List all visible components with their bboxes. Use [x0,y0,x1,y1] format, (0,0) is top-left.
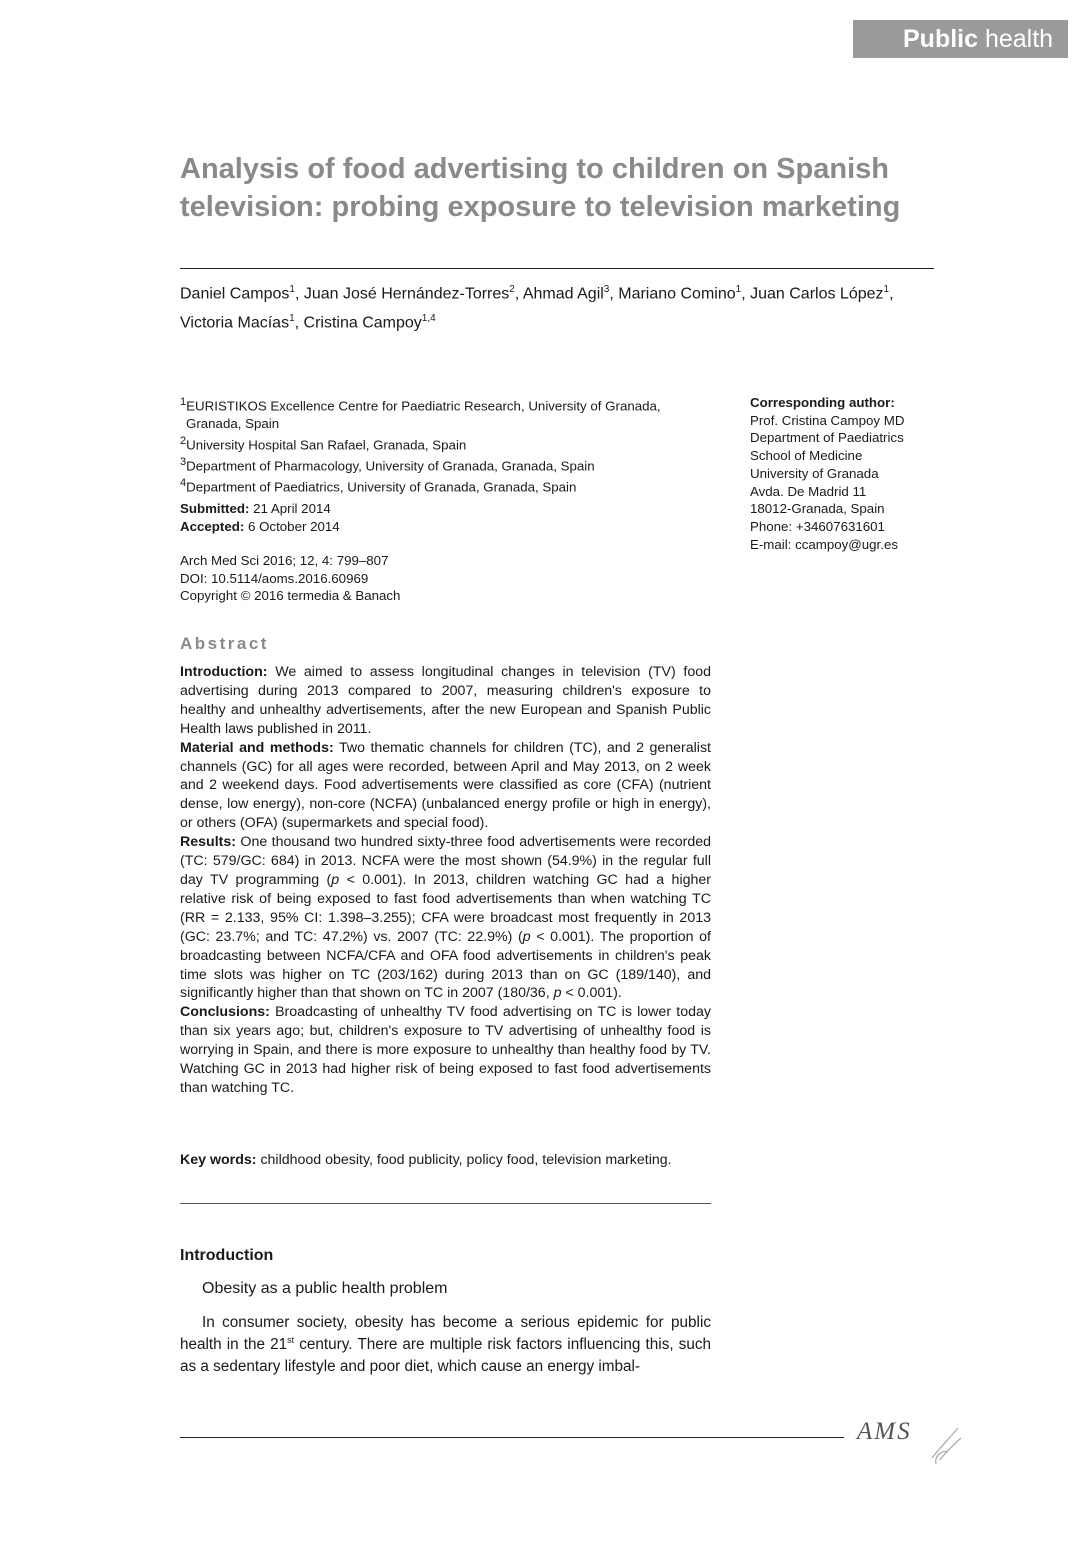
p-value-symbol: p [553,985,562,1002]
corresponding-line: Department of Paediatrics [750,430,904,446]
corresponding-line: Phone: +34607631601 [750,518,885,534]
corresponding-line: 18012-Granada, Spain [750,501,885,517]
body-text: In consumer society, obesity has become a serious epidemic for public health in the 21 [180,1314,711,1353]
author-affiliation-mark: 1,4 [421,313,436,325]
copyright: Copyright © 2016 termedia & Banach [180,588,401,604]
title-divider [180,268,934,269]
affiliation-item-continued: Granada, Spain [186,416,280,432]
abstract-text: < 0.001). The proportion of broadcasting between NCFA/CFA and OFA food advertisements in children's peak time slots was higher on TC (203/162) during 2013 than on GC (189/140), and significantly higher than that shown on TC in 2007 (180/36, [180,928,711,1002]
affiliation-item [180,454,700,475]
affiliations [180,394,700,496]
author-separator: , [294,285,304,303]
abstract-body [180,663,711,1098]
keywords [180,1151,680,1170]
affiliation-text: EURISTIKOS Excellence Centre for Paediatric Research, University of Granada, [186,398,661,414]
affiliation-item [180,475,700,496]
abstract-text: We aimed to assess longitudinal changes in television (TV) food advertising during 2013 compared to 2007, measuring children's exposure to healthy and unhealthy advertisements, after the new European and Spanish Public Health laws published in 2011. [180,664,711,737]
author-separator: , [889,285,894,303]
doi: DOI: 10.5114/aoms.2016.60969 [180,570,369,586]
abstract-introduction [180,663,711,739]
journal-logo: AMS [857,1418,912,1445]
author-separator: , [294,314,304,332]
author-name: Cristina Campoy [303,314,422,332]
abstract-text: Broadcasting of unhealthy TV food advertising on TC is lower today than six years ago; but, children's exposure to TV advertising of unhealthy food is worrying in Spain, and there is more exposure to unhealthy than healthy food by TV. Watching GC in 2013 had higher risk of being exposed to fast food advertisements than watching TC. [180,1004,711,1096]
affiliation-item [180,394,700,415]
affiliation-text: Department of Paediatrics, University of Granada, Granada, Spain [186,479,577,495]
abstract-text: One thousand two hundred sixty-three food advertisements were recorded (TC: 579/GC: 684) in 2013. NCFA were the most shown (54.9%) in the regular full day TV programming ( [180,834,711,888]
keywords-label: Key words: [180,1152,257,1168]
author-separator: , [514,285,523,303]
affiliation-number: 2 [180,434,187,447]
abstract-text: < 0.001). [561,985,622,1002]
author-list [180,277,950,336]
abstract-results [180,833,711,1003]
author-affiliation-mark: 2 [509,284,515,295]
abstract-label: Conclusions: [180,1004,270,1021]
abstract-text: < 0.001). In 2013, children watching GC had a higher relative risk of being exposed to fast food advertisements than when watching TC (RR = 2.133, 95% CI: 1.398–3.255); CFA were broadcast most frequently in 2013 (GC: 23.7%; and TC: 47.2%) vs. 2007 (TC: 22.9%) ( [180,871,711,945]
author-affiliation-mark: 1 [289,284,295,295]
author-affiliation-mark: 1 [883,284,890,295]
author-name: Mariano Comino [618,285,736,303]
abstract-methods [180,739,711,834]
journal-citation: Arch Med Sci 2016; 12, 4: 799–807 [180,553,389,568]
logo-swirl-icon [928,1420,964,1466]
affiliation-number: 1 [180,396,187,408]
author-name: Juan Carlos López [750,285,884,303]
author-name: Daniel Campos [180,285,290,303]
body-text: century. There are multiple risk factors influencing this, such as a sedentary lifestyle and poor diet, which cause an energy imbal- [180,1336,711,1375]
ordinal-superscript: st [287,1334,295,1345]
abstract-label: Results: [180,834,236,851]
abstract-heading: Abstract [180,634,269,653]
p-value-symbol: p [331,871,340,888]
subsection-heading: Obesity as a public health problem [202,1280,448,1297]
corresponding-email[interactable]: E-mail: ccampoy@ugr.es [750,536,898,552]
abstract-label: Material and methods: [180,739,334,756]
submitted-value: 21 April 2014 [253,501,331,516]
corresponding-line: University of Granada [750,465,879,481]
accepted-label: Accepted: [180,518,245,534]
abstract-label: Introduction: [180,664,268,680]
section-tag [853,20,1068,58]
submitted-date [180,500,340,518]
section-tag-strong: Public [903,25,979,53]
abstract-text: Two thematic channels for children (TC), and 2 generalist channels (GC) for all ages were recorded, between April and May 2013, on 2 week and 2 weekend days. Food advertisements were classified as core (CFA) (nutrient dense, low energy), non-core (NCFA) (unbalanced energy profile or high in energy), or others (OFA) (supermarkets and special food). [180,739,711,832]
abstract-divider [180,1203,711,1204]
corresponding-line: Avda. De Madrid 11 [750,483,867,499]
article-title: Analysis of food advertising to children on Spanish television: probing exposure to television marketing [180,153,901,223]
affiliation-item [180,433,700,454]
author-affiliation-mark: 1 [289,313,295,325]
abstract-conclusions [180,1003,711,1098]
author-name: Juan José Hernández-Torres [303,285,510,303]
affiliation-number: 4 [180,477,187,490]
citation-block [180,552,400,605]
accepted-value: 6 October 2014 [248,518,340,534]
affiliation-text: Department of Pharmacology, University of Granada, Granada, Spain [186,458,595,474]
author-affiliation-mark: 3 [603,284,610,295]
footer-divider [180,1437,844,1438]
author-separator: , [609,285,619,303]
submitted-label: Submitted: [180,501,250,516]
body-paragraph [180,1312,711,1378]
corresponding-author [750,394,904,553]
section-tag-rest: health [984,25,1054,53]
corresponding-line: School of Medicine [750,448,863,464]
affiliation-text: University Hospital San Rafael, Granada, Spain [186,437,467,453]
keywords-text: childhood obesity, food publicity, policy food, television marketing. [260,1152,672,1168]
affiliation-number: 3 [180,455,187,468]
article-dates [180,500,340,535]
corresponding-line: Prof. Cristina Campoy MD [750,412,905,428]
author-name: Victoria Macías [180,314,290,332]
p-value-symbol: p [522,928,531,945]
corresponding-label: Corresponding author: [750,395,895,410]
author-separator: , [741,285,751,303]
author-name: Ahmad Agil [522,285,604,303]
introduction-heading: Introduction [180,1247,274,1264]
author-affiliation-mark: 1 [735,284,742,295]
accepted-date [180,518,340,536]
